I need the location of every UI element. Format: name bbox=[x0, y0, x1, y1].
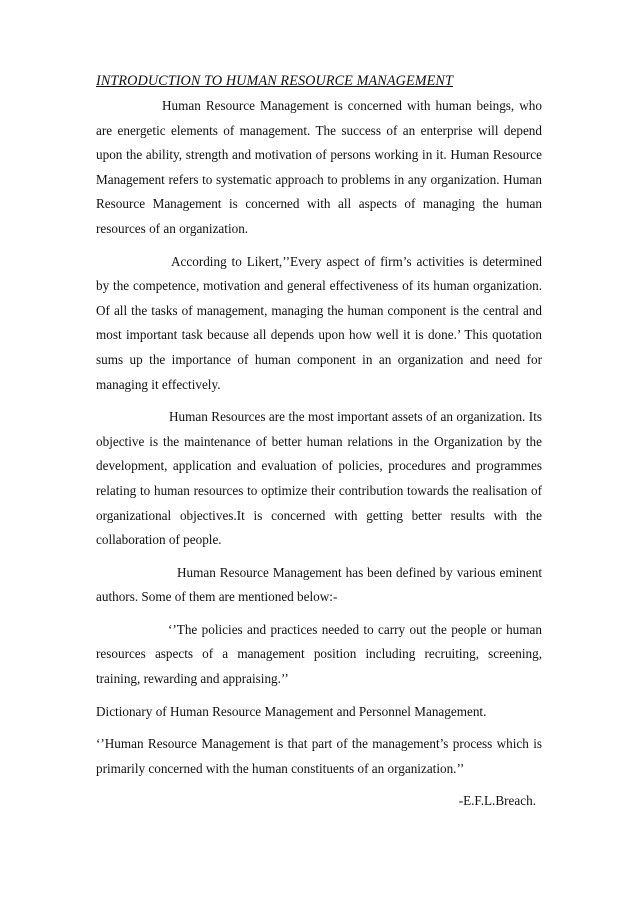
paragraph-assets: Human Resources are the most important assets of an organization. Its objective is the maintenance of better human relations in the Organization by the development, application and evaluation of policies, procedures and programmes relating to human resources to optimize their contribution towards the realisation of organizational objectives.It is concerned with getting better results with the collaboration of people. bbox=[96, 409, 542, 548]
paragraph-quote-process: ‘’Human Resource Management is that part of the management’s process which is primarily concerned with the human constituents of an organization.’’ bbox=[96, 736, 542, 776]
paragraph-dictionary-source: Dictionary of Human Resource Management and Personnel Management. bbox=[96, 703, 487, 719]
paragraph-intro: Human Resource Management is concerned with human beings, who are energetic elements of management. The success of an enterprise will depend upon the ability, strength and motivation of persons working in it. Human Resource Management refers to systematic approach to problems in any organization. Human Resource Management is concerned with all aspects of managing the human resources of an organization. bbox=[96, 98, 542, 236]
quote-attribution: -E.F.L.Breach. bbox=[458, 793, 536, 809]
paragraph-quote-policies: ‘’The policies and practices needed to carry out the people or human resources aspects of a management position including recruiting, screening, training, rewarding and appraising.’’ bbox=[96, 621, 542, 687]
paragraph-likert: According to Likert,’’Every aspect of firm’s activities is determined by the competence, motivation and general effectiveness of its human organization. Of all the tasks of management, managing the human component is the central and most important task because all depends upon how well it is done.’ This quotation sums up the importance of human component in an organization and need for managing it effectively. bbox=[96, 253, 542, 392]
page-title: INTRODUCTION TO HUMAN RESOURCE MANAGEMENT bbox=[96, 73, 453, 89]
document-page bbox=[96, 72, 542, 814]
paragraph-definitions: Human Resource Management has been defined by various eminent authors. Some of them are mentioned below:- bbox=[96, 564, 542, 605]
